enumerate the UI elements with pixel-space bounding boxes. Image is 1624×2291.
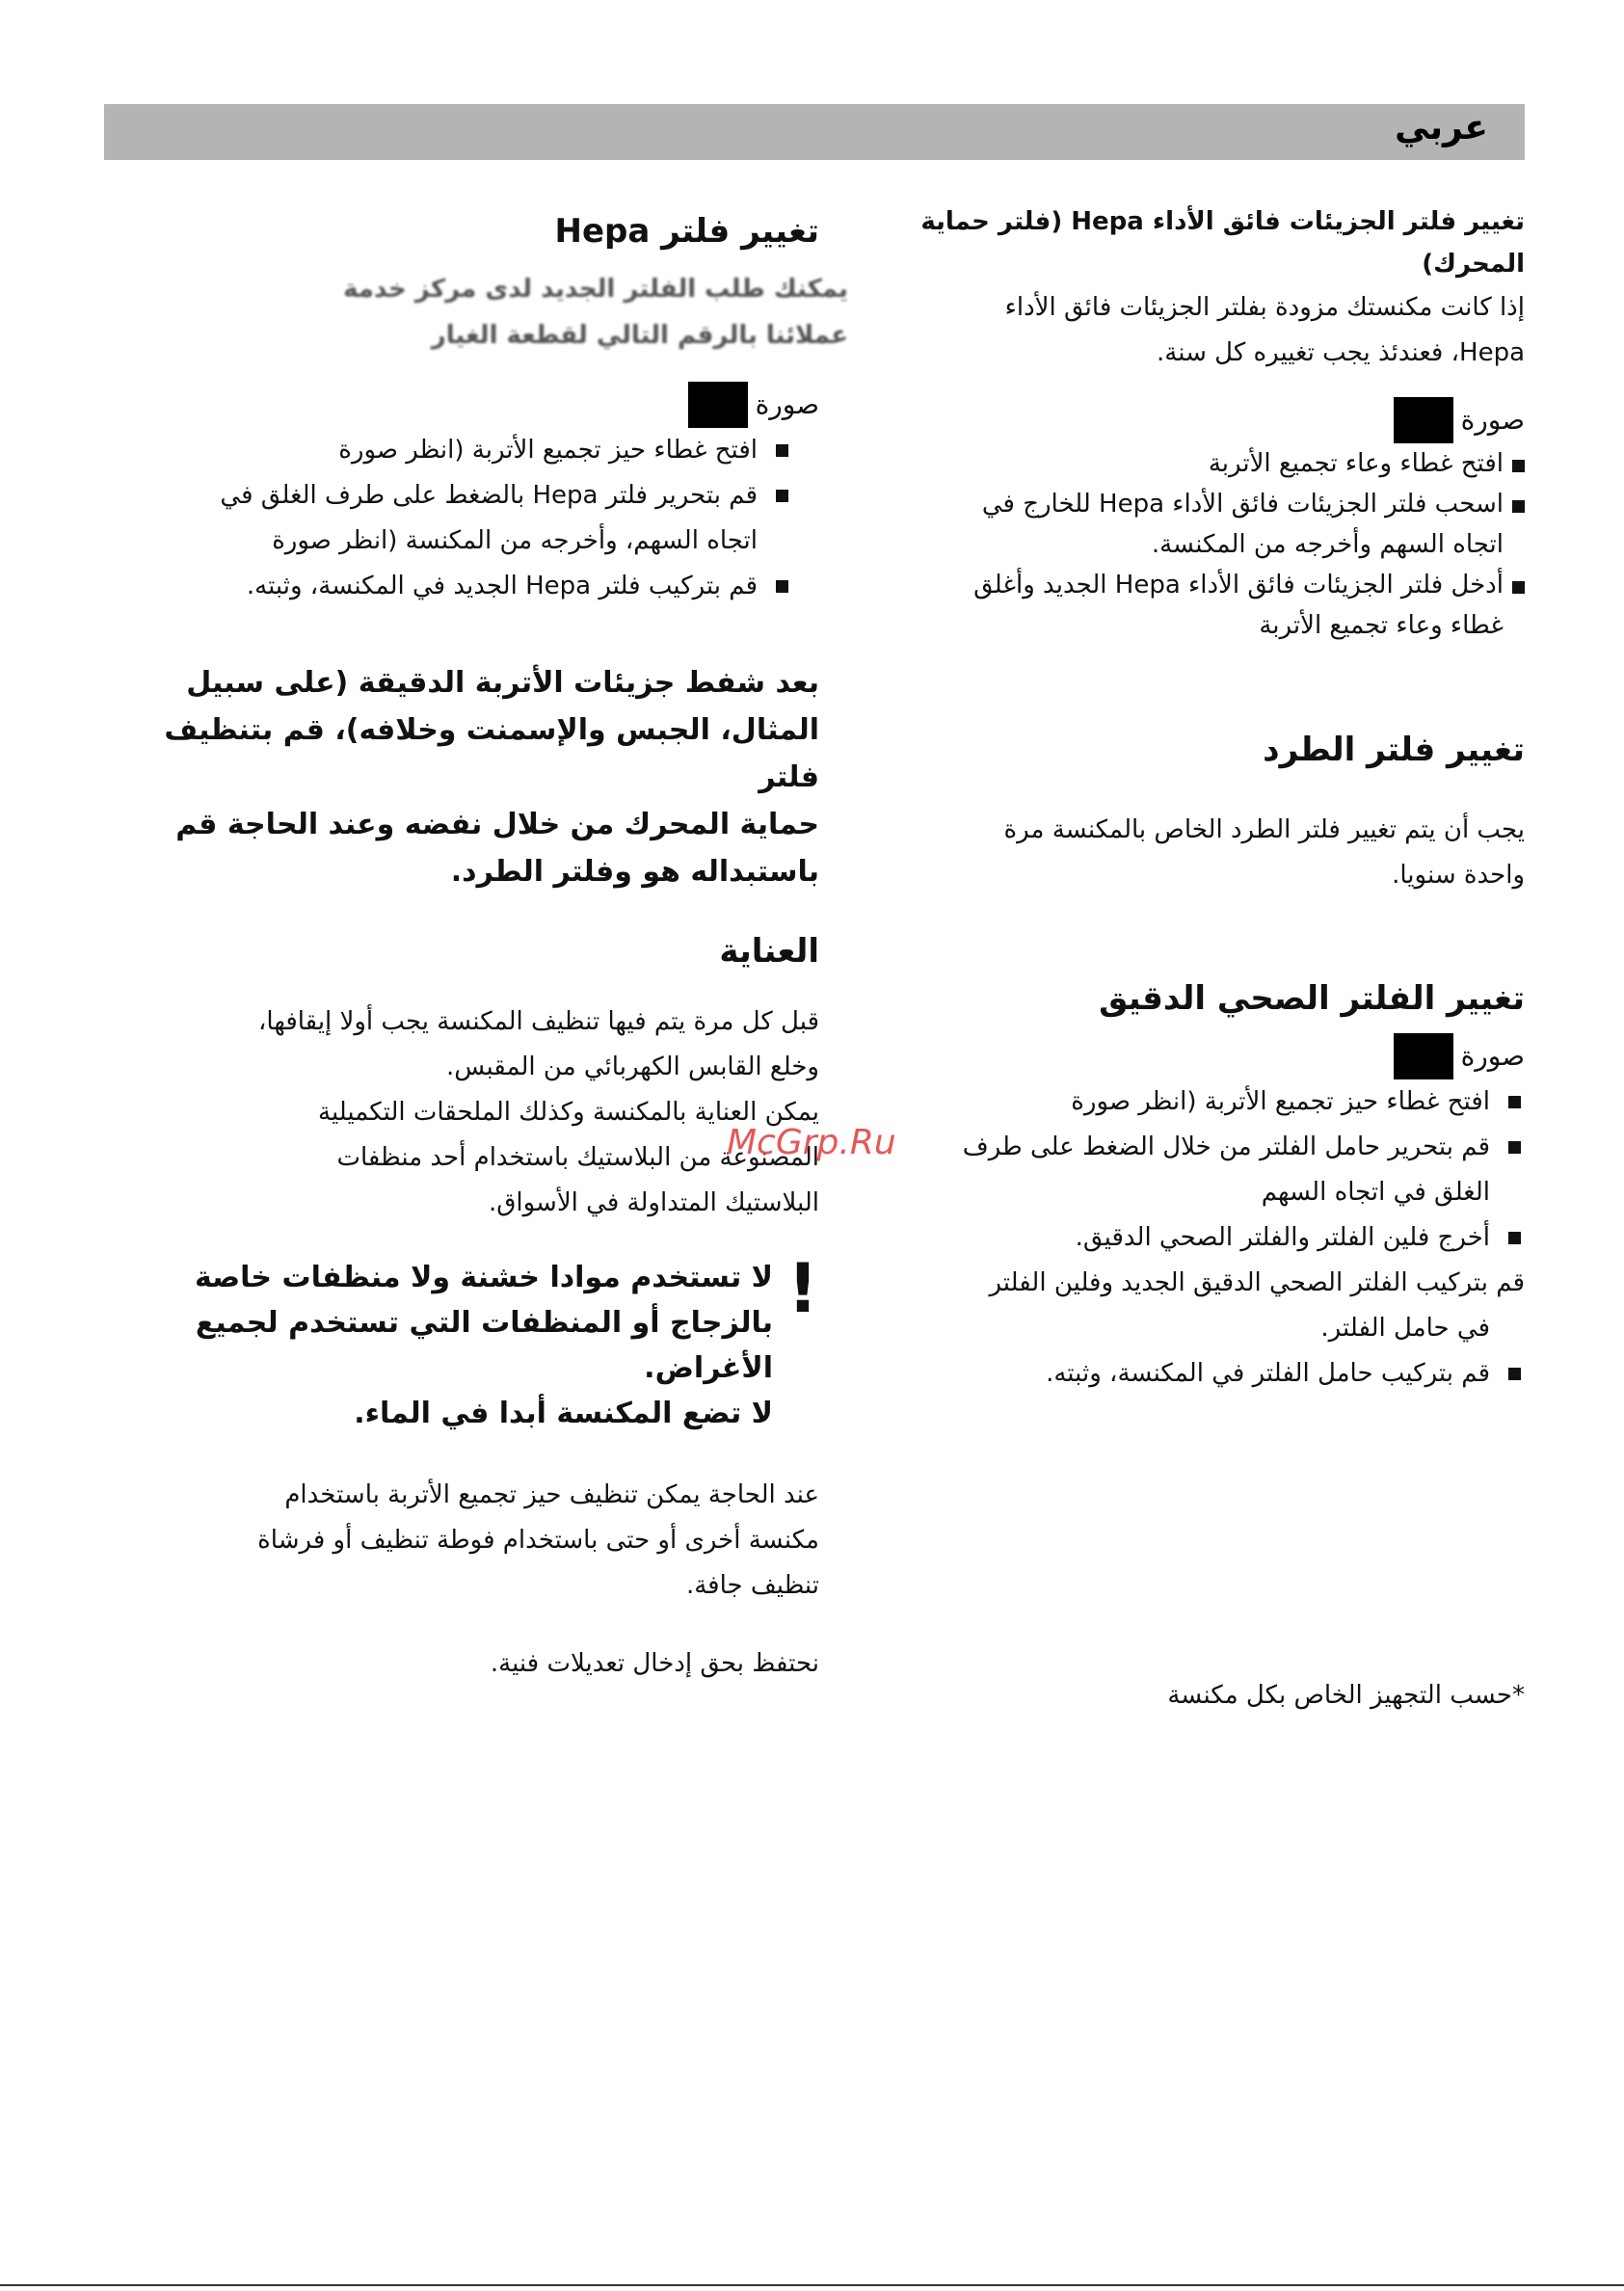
list-item: قم بتحرير فلتر Hepa بالضغط على طرف الغلق في xyxy=(145,473,792,519)
left-column xyxy=(145,200,848,1687)
hepa-motor-filter-title: تغيير فلتر الجزيئات فائق الأداء Hepa (فلتر حماية المحرك) xyxy=(920,207,1525,279)
exhaust-text-line-1: يجب أن يتم تغيير فلتر الطرد الخاص بالمكنسة مرة xyxy=(1003,815,1525,844)
figure-reference xyxy=(860,397,1525,443)
motor-protection-note: بعد شفط جزيئات الأتربة الدقيقة (على سبيل المثال، الجبس والإسمنت وخلافه)، قم بتنظيف فلتر حماية المحرك من خلال نفضه وعند الحاجة قم باستبداله هو وفلتر الطرد. xyxy=(164,666,819,889)
list-item-continuation: قم بتركيب الفلتر الصحي الدقيق الجديد وفلين الفلتر xyxy=(989,1268,1525,1297)
language-header-bar xyxy=(104,104,1525,160)
warning-icon: ! xyxy=(787,1249,818,1328)
language-label: عربي xyxy=(1395,108,1488,147)
exhaust-text-line-2: واحدة سنويا. xyxy=(1392,861,1525,890)
care-text: قبل كل مرة يتم فيها تنظيف المكنسة يجب أولا إيقافها، وخلع القابس الكهربائي من المقبس. يمكن العناية بالمكنسة وكذلك الملحقات التكميلية المصنوعة من البلاستيك باستخدام أحد منظفات البلاستيك المتداولة في الأسواق. xyxy=(258,1007,819,1217)
hepa-filter-title: تغيير فلتر Hepa xyxy=(554,212,819,251)
list-item-continuation: الغلق في اتجاه السهم xyxy=(1261,1178,1490,1207)
hepa-replace-steps xyxy=(145,428,819,609)
figure-reference xyxy=(145,382,819,428)
figure-label: صورة xyxy=(1460,404,1525,436)
list-item: أدخل فلتر الجزيئات فائق الأداء Hepa الجديد وأغلق xyxy=(860,565,1525,605)
figure-number-box xyxy=(688,382,748,428)
figure-label: صورة xyxy=(1460,1040,1525,1072)
list-item: افتح غطاء وعاء تجميع الأتربة xyxy=(860,443,1525,484)
hepa-steps-list xyxy=(860,443,1525,646)
micro-filter-title: تغيير الفلتر الصحي الدقيق xyxy=(1099,979,1525,1018)
list-item: اسحب فلتر الجزيئات فائق الأداء Hepa للخارج في xyxy=(860,484,1525,524)
micro-figure-reference xyxy=(860,1033,1525,1079)
figure-number-box xyxy=(1394,1033,1453,1079)
bottom-rule xyxy=(0,2284,1624,2286)
exhaust-filter-title: تغيير فلتر الطرد xyxy=(1263,731,1525,769)
figure-number-box xyxy=(1394,397,1453,443)
list-item: قم بتركيب حامل الفلتر في المكنسة، وثبته. xyxy=(860,1351,1525,1397)
list-item: افتح غطاء حيز تجميع الأتربة (انظر صورة xyxy=(860,1079,1525,1125)
site-watermark: McGrp.Ru xyxy=(727,1123,896,1162)
care-title: العناية xyxy=(719,932,819,971)
hepa-intro-line-2: Hepa، فعندئذ يجب تغييره كل سنة. xyxy=(1157,338,1525,367)
right-column xyxy=(860,200,1525,1397)
warning-text: لا تستخدم موادا خشنة ولا منظفات خاصة بالزجاج أو المنظفات التي تستخدم لجميع الأغراض. لا تضع المكنسة أبدا في الماء. xyxy=(194,1261,773,1430)
list-item: قم بتركيب فلتر Hepa الجديد في المكنسة، وثبته. xyxy=(145,564,792,609)
technical-changes-note: نحتفظ بحق إدخال تعديلات فنية. xyxy=(490,1649,819,1678)
hepa-intro-line-1: إذا كانت مكنستك مزودة بفلتر الجزيئات فائق الأداء xyxy=(1004,293,1525,322)
blurred-order-info: يمكنك طلب الفلتر الجديد لدى مركز خدمة عملائنا بالرقم التالي لقطعة الغيار xyxy=(343,275,848,350)
list-item: قم بتحرير حامل الفلتر من خلال الضغط على طرف xyxy=(860,1125,1525,1170)
list-item-continuation: غطاء وعاء تجميع الأتربة xyxy=(1259,611,1504,640)
dust-container-text: عند الحاجة يمكن تنظيف حيز تجميع الأتربة باستخدام مكنسة أخرى أو حتى باستخدام فوطة تنظيف أو فرشاة تنظيف جافة. xyxy=(257,1480,819,1600)
list-item: افتح غطاء حيز تجميع الأتربة (انظر صورة xyxy=(145,428,792,473)
list-item-continuation: اتجاه السهم وأخرجه من المكنسة. xyxy=(1151,530,1504,559)
list-item-continuation: اتجاه السهم، وأخرجه من المكنسة (انظر صورة xyxy=(272,526,758,555)
list-item-continuation: في حامل الفلتر. xyxy=(1320,1314,1490,1343)
list-item: أخرج فلين الفلتر والفلتر الصحي الدقيق. xyxy=(860,1215,1525,1261)
micro-steps-list xyxy=(860,1079,1525,1397)
equipment-footnote: *حسب التجهيز الخاص بكل مكنسة xyxy=(1167,1681,1525,1710)
figure-label: صورة xyxy=(755,388,819,420)
warning-block xyxy=(145,1249,819,1436)
